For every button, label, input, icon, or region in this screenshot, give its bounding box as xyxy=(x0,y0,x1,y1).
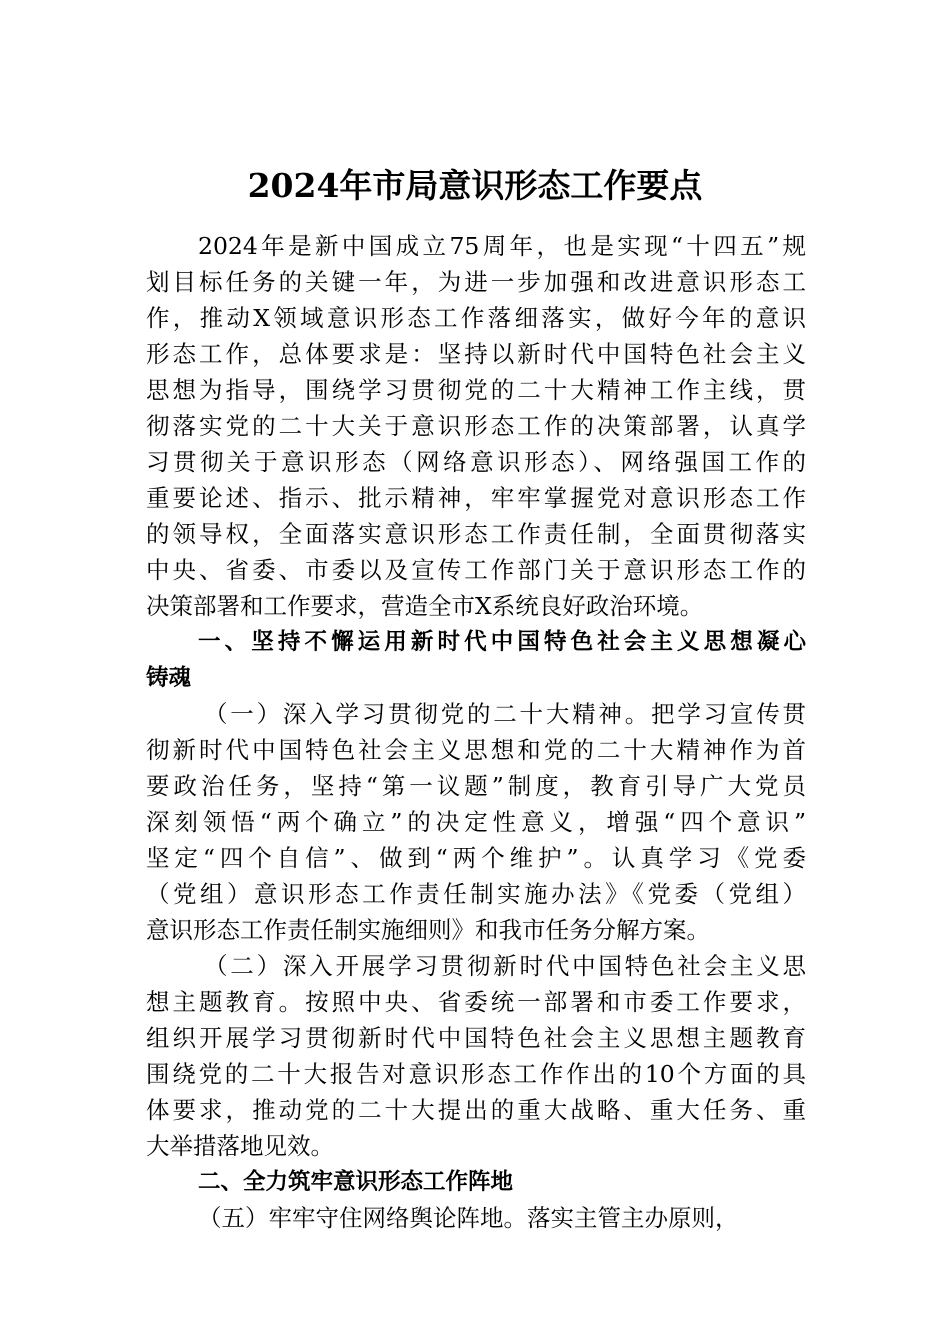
document-body xyxy=(146,228,806,1236)
text-line: 中央、省委、市委以及宣传工作部门关于意识形态工作的 xyxy=(146,556,806,584)
heading-line: 一、坚持不懈运用新时代中国特色社会主义思想凝心 xyxy=(198,629,806,655)
heading-line: 铸魂 xyxy=(146,665,192,691)
subsection-2-paragraph xyxy=(146,948,806,1164)
text-line: 重要论述、指示、批示精神，牢牢掌握党对意识形态工作 xyxy=(146,484,806,512)
text-line: 深刻领悟“两个确立”的决定性意义，增强“四个意识” xyxy=(146,808,806,836)
section-heading-1 xyxy=(146,624,806,696)
text-line: 决策部署和工作要求，营造全市X系统良好政治环境。 xyxy=(146,592,704,620)
text-line: 彻落实党的二十大关于意识形态工作的决策部署，认真学 xyxy=(146,412,806,440)
text-line: 形态工作，总体要求是：坚持以新时代中国特色社会主义 xyxy=(146,340,806,368)
text-line: 大举措落地见效。 xyxy=(146,1132,334,1160)
text-line: （五）牢牢守住网络舆论阵地。落实主管主办原则， xyxy=(198,1204,739,1232)
intro-paragraph xyxy=(146,228,806,624)
text-line: 划目标任务的关键一年，为进一步加强和改进意识形态工 xyxy=(146,268,806,296)
text-line: 坚定“四个自信”、做到“两个维护”。认真学习《党委 xyxy=(146,844,806,872)
text-line: （二）深入开展学习贯彻新时代中国特色社会主义思 xyxy=(204,952,806,980)
text-line: 组织开展学习贯彻新时代中国特色社会主义思想主题教育 xyxy=(146,1024,806,1052)
text-line: 作，推动X领域意识形态工作落细落实，做好今年的意识 xyxy=(146,304,806,332)
text-line: （一）深入学习贯彻党的二十大精神。把学习宣传贯 xyxy=(204,700,806,728)
document-title: 2024年市局意识形态工作要点 xyxy=(247,166,703,205)
text-line: 的领导权，全面落实意识形态工作责任制，全面贯彻落实 xyxy=(146,520,806,548)
text-line: （党组）意识形态工作责任制实施办法》《党委（党组） xyxy=(146,880,806,908)
text-line: 思想为指导，围绕学习贯彻党的二十大精神工作主线，贯 xyxy=(146,376,806,404)
text-line: 2024年是新中国成立75周年，也是实现“十四五”规 xyxy=(198,232,806,260)
section-heading-2 xyxy=(146,1164,806,1200)
text-line: 体要求，推动党的二十大提出的重大战略、重大任务、重 xyxy=(146,1096,806,1124)
text-line: 意识形态工作责任制实施细则》和我市任务分解方案。 xyxy=(146,916,710,944)
text-line: 彻新时代中国特色社会主义思想和党的二十大精神作为首 xyxy=(146,736,806,764)
heading-line: 二、全力筑牢意识形态工作阵地 xyxy=(198,1169,514,1195)
text-line: 要政治任务，坚持“第一议题”制度，教育引导广大党员 xyxy=(146,772,806,800)
text-line: 围绕党的二十大报告对意识形态工作作出的10个方面的具 xyxy=(146,1060,806,1088)
text-line: 习贯彻关于意识形态（网络意识形态）、网络强国工作的 xyxy=(146,448,806,476)
text-line: 想主题教育。按照中央、省委统一部署和市委工作要求， xyxy=(146,988,806,1016)
subsection-1-paragraph xyxy=(146,696,806,948)
subsection-5-paragraph xyxy=(146,1200,806,1236)
